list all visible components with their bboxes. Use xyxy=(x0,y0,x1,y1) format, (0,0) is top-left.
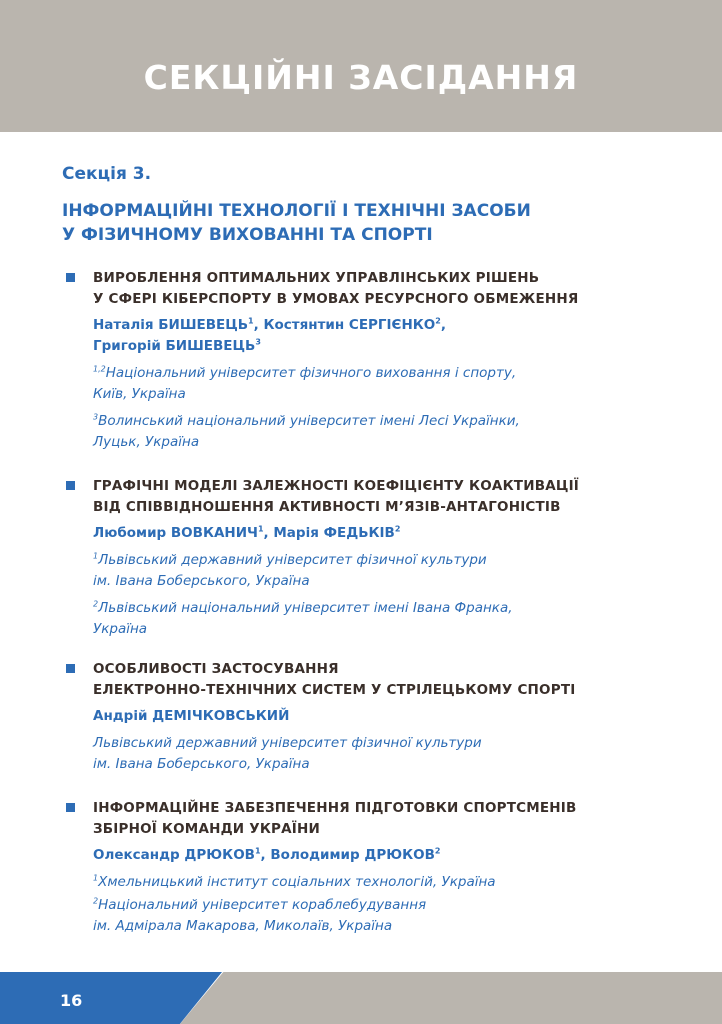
affiliation-line: ім. Івана Боберського, Україна xyxy=(93,756,310,772)
affiliation-line: ім. Адмірала Макарова, Миколаїв, Україна xyxy=(93,918,393,934)
report-affiliation xyxy=(93,550,666,592)
report-item xyxy=(66,268,666,453)
report-affiliation xyxy=(93,363,666,405)
affiliation-superscript: 3 xyxy=(93,412,99,422)
author-superscript: 1 xyxy=(257,524,264,534)
author-name: Марія ФЕДЬКІВ xyxy=(273,525,395,541)
author-name: Володимир ДРЮКОВ xyxy=(270,847,435,863)
affiliation-line: Україна xyxy=(93,621,148,637)
page-header xyxy=(0,0,722,132)
author-name: Олександр ДРЮКОВ xyxy=(93,847,255,863)
affiliation-superscript: 2 xyxy=(93,599,99,609)
report-title-line: ВИРОБЛЕННЯ ОПТИМАЛЬНИХ УПРАВЛІНСЬКИХ РІШЕНЬ xyxy=(93,270,540,286)
report-authors xyxy=(93,315,666,357)
report-affiliation xyxy=(93,598,666,640)
author-name: Любомир ВОВКАНИЧ xyxy=(93,525,258,541)
author-superscript: 3 xyxy=(255,337,261,347)
author-separator: , xyxy=(260,847,271,863)
author-superscript: 2 xyxy=(434,846,441,856)
affiliation-superscript: 1 xyxy=(93,873,99,883)
affiliation-line: Львівський державний університет фізичної культури xyxy=(98,552,487,568)
affiliation-line: Львівський державний університет фізичної культури xyxy=(93,735,482,751)
author-name: Наталія БИШЕВЕЦЬ xyxy=(93,317,249,333)
author-name: Андрій ДЕМІЧКОВСЬКИЙ xyxy=(93,708,290,724)
section-title xyxy=(62,199,531,247)
report-authors xyxy=(93,523,666,544)
report-title-line: ЕЛЕКТРОННО-ТЕХНІЧНИХ СИСТЕМ У СТРІЛЕЦЬКОМУ СПОРТІ xyxy=(93,682,576,698)
report-item xyxy=(66,659,666,775)
report-affiliation xyxy=(93,895,666,937)
report-title-line: У СФЕРІ КІБЕРСПОРТУ В УМОВАХ РЕСУРСНОГО ОБМЕЖЕННЯ xyxy=(93,291,579,307)
report-item xyxy=(66,798,666,937)
report-title xyxy=(93,268,666,310)
affiliation-line: Луцьк, Україна xyxy=(93,434,200,450)
author-separator: , xyxy=(263,525,274,541)
author-superscript: 2 xyxy=(435,316,441,326)
report-affiliation xyxy=(93,411,666,453)
affiliation-superscript: 2 xyxy=(93,896,99,906)
report-title xyxy=(93,798,666,840)
bullet-square-icon xyxy=(66,273,75,282)
report-title xyxy=(93,659,666,701)
report-authors xyxy=(93,706,666,727)
section-title-line: ІНФОРМАЦІЙНІ ТЕХНОЛОГІЇ І ТЕХНІЧНІ ЗАСОБИ xyxy=(62,201,531,221)
report-title-line: ОСОБЛИВОСТІ ЗАСТОСУВАННЯ xyxy=(93,661,339,677)
affiliation-superscript: 1 xyxy=(93,551,99,561)
page-header-title: СЕКЦІЙНІ ЗАСІДАННЯ xyxy=(143,58,579,97)
affiliation-line: Національний університет кораблебудування xyxy=(98,897,427,913)
author-superscript: 1 xyxy=(248,316,254,326)
report-affiliation xyxy=(93,733,666,775)
footer-band xyxy=(180,972,722,1024)
bullet-square-icon xyxy=(66,481,75,490)
affiliation-line: ім. Івана Боберського, Україна xyxy=(93,573,310,589)
affiliation-line: Національний університет фізичного виховання і спорту, xyxy=(105,365,517,381)
report-title-line: ІНФОРМАЦІЙНЕ ЗАБЕЗПЕЧЕННЯ ПІДГОТОВКИ СПОРТСМЕНІВ xyxy=(93,800,577,816)
affiliation-line: Львівський національний університет імені Івана Франка, xyxy=(98,600,513,616)
report-title-line: ЗБІРНОЇ КОМАНДИ УКРАЇНИ xyxy=(93,821,321,837)
author-name: Григорій БИШЕВЕЦЬ xyxy=(93,338,256,354)
bullet-square-icon xyxy=(66,803,75,812)
author-separator: , xyxy=(253,317,264,333)
bullet-square-icon xyxy=(66,664,75,673)
author-name: Костянтин СЕРГІЄНКО xyxy=(263,317,436,333)
section-number: Секція 3. xyxy=(62,164,152,184)
author-separator: , xyxy=(440,317,446,333)
author-superscript: 1 xyxy=(254,846,261,856)
page-number: 16 xyxy=(60,991,83,1010)
author-superscript: 2 xyxy=(394,524,401,534)
report-title-line: ГРАФІЧНІ МОДЕЛІ ЗАЛЕЖНОСТІ КОЕФІЦІЄНТУ КОАКТИВАЦІЇ xyxy=(93,478,580,494)
report-title xyxy=(93,476,666,518)
report-title-line: ВІД СПІВВІДНОШЕННЯ АКТИВНОСТІ М’ЯЗІВ-АНТАГОНІСТІВ xyxy=(93,499,561,515)
section-title-line: У ФІЗИЧНОМУ ВИХОВАННІ ТА СПОРТІ xyxy=(62,225,433,245)
affiliation-line: Хмельницький інститут соціальних технологій, Україна xyxy=(98,874,496,890)
report-affiliation xyxy=(93,872,666,893)
report-authors xyxy=(93,845,666,866)
affiliation-line: Волинський національний університет імені Лесі Українки, xyxy=(98,413,520,429)
affiliation-superscript: 1,2 xyxy=(93,364,106,374)
report-item xyxy=(66,476,666,640)
affiliation-line: Київ, Україна xyxy=(93,386,186,402)
